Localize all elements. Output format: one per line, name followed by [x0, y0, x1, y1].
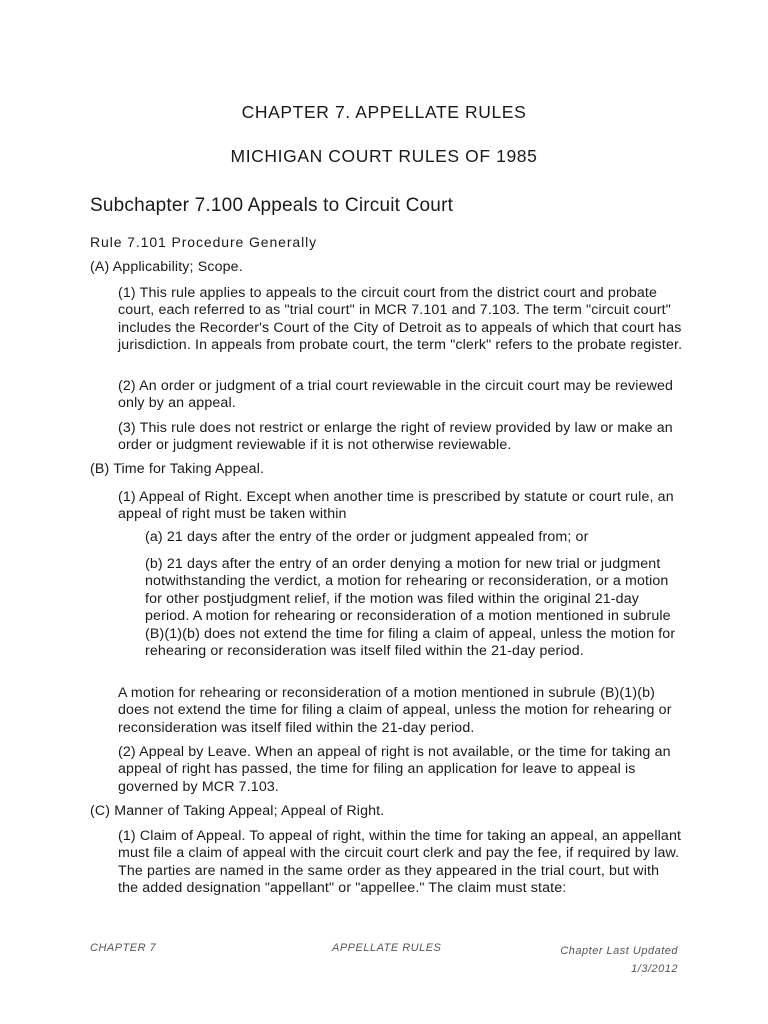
rule-heading: Rule 7.101 Procedure Generally	[90, 234, 318, 250]
paragraph-b1b: (b) 21 days after the entry of an order denying a motion for new trial or judgment notwithstanding the verdict, a motion for rehearing or reconsideration, or a motion for other postjudgment relief, if the motion was filed within the original 21-day period. A motion for rehearing or reconsideration of a motion mentioned in subrule (B)(1)(b) does not extend the time for filing a claim of appeal, unless the motion for rehearing or reconsideration was itself filed within the 21-day period.	[145, 556, 676, 660]
section-a-heading: (A) Applicability; Scope.	[90, 259, 243, 275]
footer-chapter: CHAPTER 7	[90, 942, 157, 954]
section-c-heading: (C) Manner of Taking Appeal; Appeal of Right.	[90, 803, 385, 819]
paragraph-a3: (3) This rule does not restrict or enlarge the right of review provided by law or make an order or judgment reviewable if it is not otherwise reviewable.	[118, 420, 673, 454]
paragraph-a1: (1) This rule applies to appeals to the circuit court from the district court and probate court, each referred to as "trial court" in MCR 7.101 and 7.103. The term "circuit court" includes the Recorder's Court of the City of Detroit as to appeals of which that court has jurisdiction. In appeals from probate court, the term "clerk" refers to the probate register.	[118, 285, 683, 354]
footer-updated-date: 1/3/2012	[631, 963, 678, 975]
footer-title: APPELLATE RULES	[332, 942, 442, 954]
footer-updated-label: Chapter Last Updated	[560, 945, 678, 957]
paragraph-a2: (2) An order or judgment of a trial court reviewable in the circuit court may be reviewed only by an appeal.	[118, 378, 674, 412]
paragraph-b1: (1) Appeal of Right. Except when another time is prescribed by statute or court rule, an appeal of right must be taken within	[118, 489, 674, 523]
paragraph-b1a: (a) 21 days after the entry of the order or judgment appealed from; or	[145, 529, 589, 545]
book-title: MICHIGAN COURT RULES OF 1985	[230, 146, 538, 166]
section-b-heading: (B) Time for Taking Appeal.	[90, 461, 265, 477]
chapter-title: CHAPTER 7. APPELLATE RULES	[241, 102, 527, 122]
subchapter-heading: Subchapter 7.100 Appeals to Circuit Court	[90, 195, 454, 216]
paragraph-c1: (1) Claim of Appeal. To appeal of right, within the time for taking an appeal, an appellant must file a claim of appeal with the circuit court clerk and pay the fee, if required by law. The parties are named in the same order as they appeared in the trial court, but with the added designation "appellant" or "appellee." The claim must state:	[118, 828, 682, 897]
paragraph-b2: (2) Appeal by Leave. When an appeal of right is not available, or the time for taking an appeal of right has passed, the time for filing an application for leave to appeal is governed by MCR 7.103.	[118, 744, 671, 795]
footer-updated	[560, 942, 678, 978]
paragraph-b1-note: A motion for rehearing or reconsideration of a motion mentioned in subrule (B)(1)(b) does not extend the time for filing a claim of appeal, unless the motion for rehearing or reconsideration was itself filed within the 21-day period.	[118, 685, 672, 736]
